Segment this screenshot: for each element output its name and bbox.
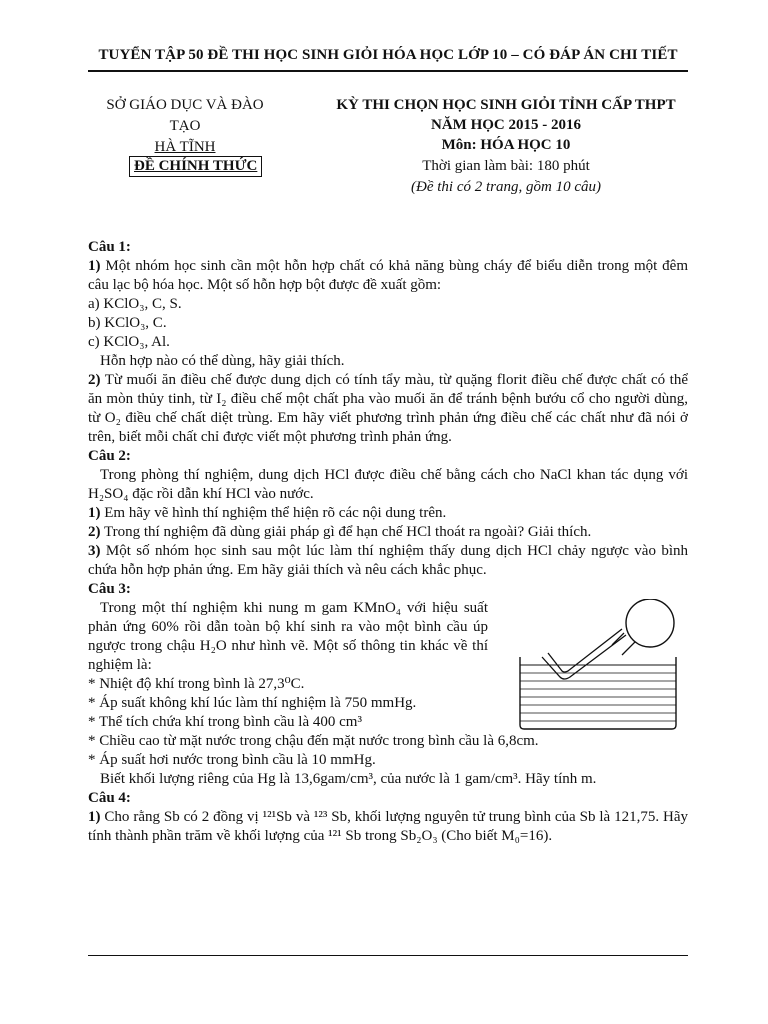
fact-2: * Áp suất không khí lúc làm thí nghiệm là 750 mmHg. — [88, 695, 417, 711]
question-1-part-1 — [88, 257, 688, 295]
question-2-item-3 — [88, 542, 688, 580]
part-number: 3) — [88, 543, 101, 559]
school-year: NĂM HỌC 2015 - 2016 — [431, 117, 581, 133]
department-block — [90, 95, 280, 158]
option-c: c) KClO₃, Al. — [88, 334, 170, 350]
question-3-block — [88, 599, 688, 675]
part-number: 1) — [88, 505, 101, 521]
header-divider — [88, 70, 688, 72]
part-text: Em hãy vẽ hình thí nghiệm thể hiện rõ các nội dung trên. — [100, 505, 447, 521]
option-b: b) KClO₃, C. — [88, 315, 167, 331]
question-2-item-1 — [88, 504, 688, 523]
question-1-title: Câu 1: — [88, 239, 131, 255]
part-number: 2) — [88, 372, 101, 388]
question-3-intro: Trong một thí nghiệm khi nung m gam KMnO₄ với hiệu suất phản ứng 60% rồi dẫn toàn bộ khí sinh ra vào một bình cầu úp ngược trong chậu H₂O như hình vẽ. Một số thông tin khác về thí nghiệm là: — [88, 600, 488, 673]
part-text: Một nhóm học sinh cần một hỗn hợp chất có khả năng bùng cháy để biểu diễn trong một đêm câu lạc bộ hóa học. Một số hỗn hợp bột được đề xuất gồm: — [88, 258, 688, 293]
question-2-intro: Trong phòng thí nghiệm, dung dịch HCl được điều chế bằng cách cho NaCl khan tác dụng với H₂SO₄ đặc rồi dẫn khí HCl vào nước. — [88, 467, 688, 502]
exam-info-block — [316, 95, 696, 197]
inverted-flask-diagram — [508, 599, 688, 731]
part-number: 1) — [88, 809, 101, 825]
official-exam-badge: ĐỀ CHÍNH THỨC — [129, 156, 262, 177]
fact-5: * Áp suất hơi nước trong bình cầu là 10 mmHg. — [88, 752, 376, 768]
question-4-title: Câu 4: — [88, 790, 131, 806]
department-name: SỞ GIÁO DỤC VÀ ĐÀO TẠO — [106, 97, 264, 134]
subject: Môn: HÓA HỌC 10 — [441, 137, 571, 153]
province-name: HÀ TĨNH — [154, 139, 216, 155]
fact-3: * Thể tích chứa khí trong bình cầu là 400 cm³ — [88, 714, 362, 730]
question-1-part-2 — [88, 371, 688, 447]
fact-4: * Chiều cao từ mặt nước trong chậu đến mặt nước trong bình cầu là 6,8cm. — [88, 733, 539, 749]
part-text: Trong thí nghiệm đã dùng giải pháp gì để hạn chế HCl thoát ra ngoài? Giải thích. — [100, 524, 592, 540]
question-1-ask: Hỗn hợp nào có thể dùng, hãy giải thích. — [100, 353, 345, 369]
question-3-title: Câu 3: — [88, 581, 131, 597]
part-number: 2) — [88, 524, 101, 540]
time-allowed: Thời gian làm bài: 180 phút — [422, 158, 590, 174]
footer-divider — [88, 955, 688, 956]
exam-note: (Đề thi có 2 trang, gồm 10 câu) — [411, 179, 601, 195]
part-text: Một số nhóm học sinh sau một lúc làm thí nghiệm thấy dung dịch HCl chảy ngược vào bình chứa hỗn hợp phản ứng. Em hãy giải thích và nêu cách khắc phục. — [88, 543, 688, 578]
part-number: 1) — [88, 258, 101, 274]
question-3-ask: Biết khối lượng riêng của Hg là 13,6gam/cm³, của nước là 1 gam/cm³. Hãy tính m. — [100, 771, 597, 787]
part-text: Từ muối ăn điều chế được dung dịch có tính tẩy màu, từ quặng florit điều chế được chất có thể ăn mòn thủy tinh, từ I₂ điều chế một chất pha vào muối ăn để tránh bệnh bướu cổ cho người dùng, từ O₂ điều chế chất diệt trùng. Em hãy viết phương trình phản ứng điều chế các chất như đã nói ở trên, biết mỗi chất chỉ được viết một phương trình phản ứng. — [88, 372, 688, 445]
question-4-part-1 — [88, 808, 688, 846]
exam-title: KỲ THI CHỌN HỌC SINH GIỎI TỈNH CẤP THPT — [336, 97, 676, 113]
question-2-title: Câu 2: — [88, 448, 131, 464]
exam-body — [88, 238, 688, 846]
question-2-item-2 — [88, 523, 688, 542]
fact-1: * Nhiệt độ khí trong bình là 27,3⁰C. — [88, 676, 305, 692]
part-text: Cho rằng Sb có 2 đồng vị ¹²¹Sb và ¹²³ Sb, khối lượng nguyên tử trung bình của Sb là 121,75. Hãy tính thành phần trăm về khối lượng của ¹²¹ Sb trong Sb₂O₃ (Cho biết M₀=16). — [88, 809, 688, 844]
series-title: TUYỂN TẬP 50 ĐỀ THI HỌC SINH GIỎI HÓA HỌC LỚP 10 – CÓ ĐÁP ÁN CHI TIẾT — [98, 47, 678, 63]
option-a: a) KClO₃, C, S. — [88, 296, 182, 312]
